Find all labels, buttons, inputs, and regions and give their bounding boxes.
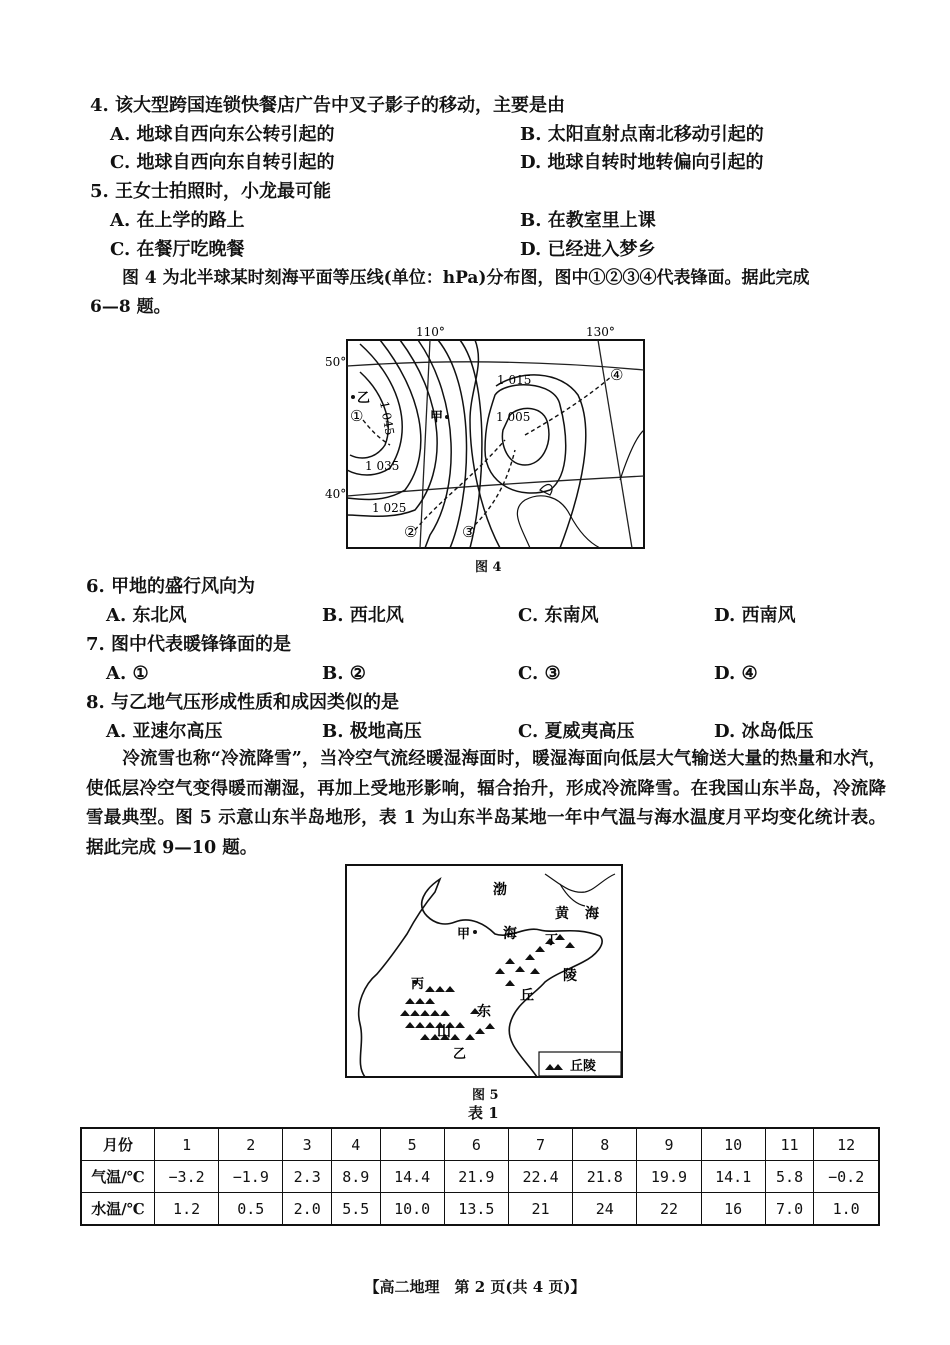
fig4-point-jia: 甲 [430, 410, 444, 425]
fig4-isobar-1035: 1 035 [365, 459, 400, 473]
q5-stem: 5. 王女士拍照时，小龙最可能 [90, 181, 332, 202]
air-temp-cell: 21.9 [444, 1161, 508, 1193]
q4-option-c: C. 地球自西向东自转引起的 [110, 152, 335, 173]
q4-option-d: D. 地球自转时地转偏向引起的 [520, 152, 764, 173]
fig4-front-3: ③ [462, 523, 476, 541]
q5-option-d: D. 已经进入梦乡 [520, 239, 656, 260]
water-temp-cell: 1.0 [814, 1193, 879, 1226]
q8-option-d: D. 冰岛低压 [714, 721, 814, 742]
month-cell: 9 [637, 1128, 701, 1161]
figure-5-caption: 图 5 [472, 1088, 499, 1103]
water-temp-cell: 16 [701, 1193, 765, 1226]
fig5-label-dong: 东 [477, 1004, 491, 1020]
air-temp-cell: 22.4 [508, 1161, 572, 1193]
page-footer: 【高二地理 第 2 页(共 4 页)】 [364, 1278, 586, 1296]
air-temp-cell: 21.8 [573, 1161, 637, 1193]
air-temp-cell: 8.9 [331, 1161, 380, 1193]
q6-option-d: D. 西南风 [714, 605, 796, 626]
fig4-isobar-1005: 1 005 [496, 410, 531, 424]
intro1-line2: 6—8 题。 [90, 297, 171, 317]
q7-option-b: B. ② [322, 663, 366, 684]
water-temp-cell: 2.0 [283, 1193, 332, 1226]
figure-4-isobar-map [320, 320, 650, 555]
q6-option-b: B. 西北风 [322, 605, 404, 626]
month-cell: 7 [508, 1128, 572, 1161]
q8-option-a: A. 亚速尔高压 [106, 721, 223, 742]
fig5-point-ding: 丁 [545, 933, 559, 948]
fig4-isobar-1045: 1 045 [377, 400, 397, 437]
month-cell: 6 [444, 1128, 508, 1161]
fig4-isobar-1015: 1 015 [497, 373, 532, 387]
table-row-air-temp [81, 1161, 879, 1193]
fig5-label-huang: 黄 [555, 906, 569, 922]
fig4-front-1: ① [350, 407, 364, 425]
fig4-isobar-1025: 1 025 [372, 501, 407, 515]
fig5-point-yi: 乙 [453, 1047, 467, 1062]
fig5-label-bo: 渤 [493, 882, 507, 898]
fig4-lat-40: 40° [325, 487, 347, 501]
intro1-line1: 图 4 为北半球某时刻海平面等压线(单位：hPa)分布图，图中①②③④代表锋面。据此完成 [122, 268, 810, 288]
fig5-label-ling: 陵 [563, 968, 577, 984]
fig4-lat-50: 50° [325, 355, 347, 369]
q6-option-a: A. 东北风 [106, 605, 187, 626]
fig5-point-jia: 甲 [457, 927, 471, 942]
q5-option-a: A. 在上学的路上 [110, 210, 245, 231]
water-temp-cell: 5.5 [331, 1193, 380, 1226]
water-temp-cell: 13.5 [444, 1193, 508, 1226]
q4-stem: 4. 该大型跨国连锁快餐店广告中叉子影子的移动，主要是由 [90, 95, 566, 116]
air-temp-cell: 14.1 [701, 1161, 765, 1193]
air-temp-cell: 19.9 [637, 1161, 701, 1193]
intro2-paragraph [86, 745, 886, 863]
month-cell: 4 [331, 1128, 380, 1161]
q7-option-a: A. ① [106, 663, 149, 684]
q7-option-d: D. ④ [714, 663, 758, 684]
q8-stem: 8. 与乙地气压形成性质和成因类似的是 [86, 692, 400, 713]
water-temp-cell: 0.5 [219, 1193, 283, 1226]
q5-option-b: B. 在教室里上课 [520, 210, 656, 231]
air-temp-cell: 14.4 [380, 1161, 444, 1193]
table-row-water-temp [81, 1193, 879, 1226]
table-header-month: 月份 [81, 1128, 155, 1161]
air-temp-cell: −3.2 [155, 1161, 219, 1193]
air-temp-cell: −0.2 [814, 1161, 879, 1193]
fig4-front-4: ④ [610, 366, 624, 384]
month-cell: 8 [573, 1128, 637, 1161]
water-temp-cell: 1.2 [155, 1193, 219, 1226]
month-cell: 2 [219, 1128, 283, 1161]
table-1 [80, 1127, 880, 1226]
q8-option-b: B. 极地高压 [322, 721, 422, 742]
month-cell: 5 [380, 1128, 444, 1161]
intro2-text: 冷流雪也称“冷流降雪”，当冷空气流经暖湿海面时，暖湿海面向低层大气输送大量的热量和水汽，使低层冷空气变得暖而潮湿，再加上受地形影响，辐合抬升，形成冷流降雪。在我国山东半岛，冷流降雪最典型。图 5 示意山东半岛地形，表 1 为山东半岛某地一年中气温与海水温度月平均变化统计表。据此完成 9—10 题。 [86, 749, 886, 858]
fig5-label-qiu: 丘 [520, 988, 534, 1004]
air-temp-cell: −1.9 [219, 1161, 283, 1193]
table-header-air-temp: 气温/℃ [81, 1161, 155, 1193]
month-cell: 11 [765, 1128, 814, 1161]
q6-stem: 6. 甲地的盛行风向为 [86, 576, 256, 597]
q4-option-b: B. 太阳直射点南北移动引起的 [520, 124, 764, 145]
water-temp-cell: 24 [573, 1193, 637, 1226]
q6-option-c: C. 东南风 [518, 605, 599, 626]
fig5-label-hai: 海 [503, 926, 517, 942]
month-cell: 12 [814, 1128, 879, 1161]
fig4-point-yi: 乙 [357, 391, 371, 406]
q7-option-c: C. ③ [518, 663, 561, 684]
water-temp-cell: 22 [637, 1193, 701, 1226]
month-cell: 1 [155, 1128, 219, 1161]
water-temp-cell: 10.0 [380, 1193, 444, 1226]
table-1-title: 表 1 [468, 1104, 499, 1122]
air-temp-cell: 2.3 [283, 1161, 332, 1193]
month-cell: 3 [283, 1128, 332, 1161]
fig5-point-bing: 丙 [411, 977, 425, 992]
fig4-lon-130: 130° [586, 325, 615, 339]
q5-option-c: C. 在餐厅吃晚餐 [110, 239, 245, 260]
table-row-month [81, 1128, 879, 1161]
q7-stem: 7. 图中代表暖锋锋面的是 [86, 634, 292, 655]
q4-option-a: A. 地球自西向东公转引起的 [110, 124, 335, 145]
fig4-front-2: ② [404, 523, 418, 541]
fig4-lon-110: 110° [416, 325, 445, 339]
air-temp-cell: 5.8 [765, 1161, 814, 1193]
figure-5-shandong-map [345, 864, 625, 1080]
q8-option-c: C. 夏威夷高压 [518, 721, 635, 742]
fig5-legend-hill: 丘陵 [570, 1059, 597, 1074]
figure-4-caption: 图 4 [475, 560, 502, 575]
table-header-water-temp: 水温/℃ [81, 1193, 155, 1226]
water-temp-cell: 21 [508, 1193, 572, 1226]
fig5-label-hai2: 海 [585, 906, 599, 922]
month-cell: 10 [701, 1128, 765, 1161]
water-temp-cell: 7.0 [765, 1193, 814, 1226]
fig5-label-shan: 山 [437, 1024, 451, 1040]
